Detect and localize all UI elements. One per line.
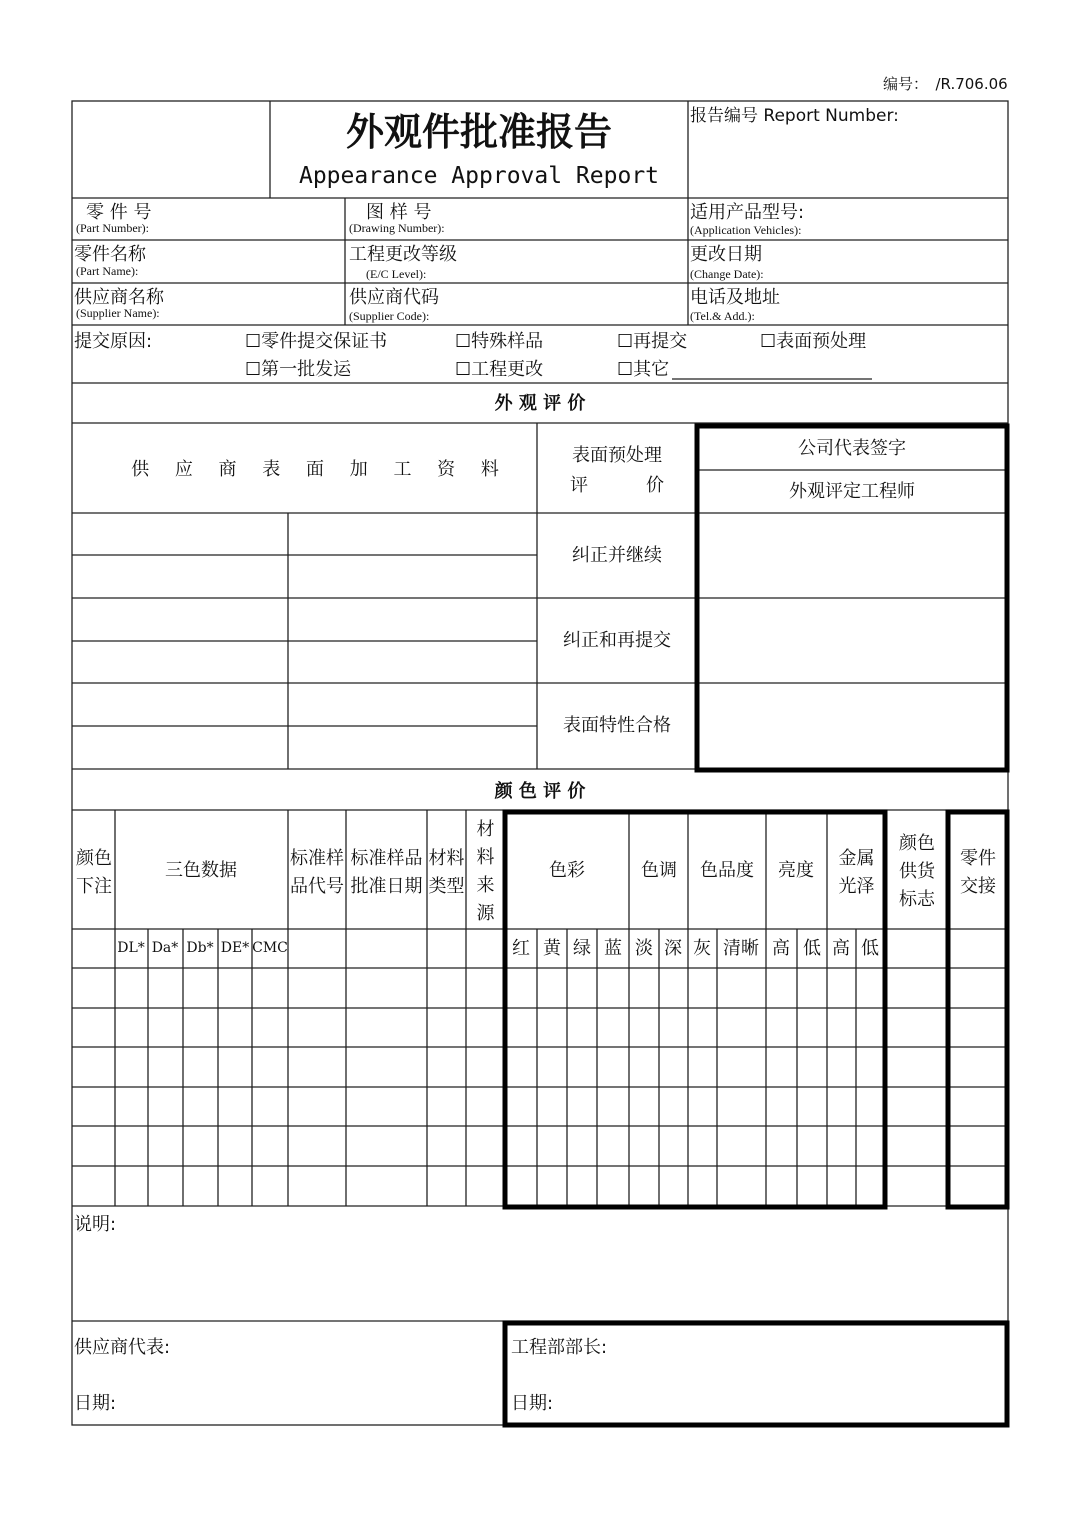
supplier-name-label-en: (Supplier Name):	[76, 306, 160, 320]
surface-ok-label: 表面特性合格	[563, 715, 671, 736]
sub-header-de: DE*	[220, 940, 250, 956]
checkbox-icon[interactable]: ☐	[455, 359, 472, 380]
tone-header: 色调	[641, 860, 677, 881]
change-date-label-en: (Change Date):	[690, 267, 764, 281]
sub-header-blue: 蓝	[604, 938, 622, 959]
checkbox-icon[interactable]: ☐	[455, 331, 472, 352]
supplier-code-label-en: (Supplier Code):	[349, 309, 430, 323]
color-note-header: 颜色 下注	[76, 848, 112, 897]
notes-label: 说明:	[74, 1214, 117, 1235]
option-special-sample[interactable]: ☐特殊样品	[455, 331, 544, 352]
pretreatment-eval-label: 表面预处理	[572, 445, 662, 466]
std-code-header: 标准样 品代号	[290, 848, 344, 897]
brightness-header: 亮度	[778, 860, 814, 881]
part-name-label-en: (Part Name):	[76, 264, 139, 278]
eng-manager-date-label: 日期:	[511, 1393, 554, 1414]
material-source-header: 材 料 来 源	[476, 819, 495, 924]
sub-header-grey: 灰	[693, 938, 711, 959]
color-mark-header: 颜色 供货 标志	[899, 833, 935, 910]
sub-header-bright-low: 低	[803, 938, 821, 959]
material-type-header: 材料 类型	[428, 848, 465, 897]
page-subtitle: Appearance Approval Report	[298, 163, 660, 189]
application-vehicles-label: 适用产品型号:	[690, 202, 805, 223]
checkbox-icon[interactable]: ☐	[245, 331, 262, 352]
sub-header-yellow: 黄	[543, 938, 561, 959]
color-eval-title: 颜 色 评 价	[494, 781, 586, 802]
drawing-number-label: 图 样 号	[366, 202, 432, 223]
option-part-warrant[interactable]: ☐零件提交保证书	[245, 331, 388, 352]
tristimulus-header: 三色数据	[165, 860, 237, 881]
sub-header-dl: DL*	[117, 940, 145, 956]
pretreatment-eval-label-a: 评	[570, 475, 588, 496]
sub-header-green: 绿	[573, 938, 591, 959]
option-engineering-change[interactable]: ☐工程更改	[455, 359, 544, 380]
checkbox-icon[interactable]: ☐	[617, 359, 634, 380]
option-resubmission[interactable]: ☐再提交	[617, 331, 688, 352]
change-date-label: 更改日期	[690, 244, 762, 265]
appearance-eval-title: 外 观 评 价	[494, 393, 586, 414]
sub-header-da: Da*	[151, 940, 179, 956]
pretreatment-eval-label-b: 价	[646, 475, 664, 496]
part-number-label: 零 件 号	[86, 202, 152, 223]
supplier-name-label: 供应商名称	[74, 287, 164, 308]
eng-manager-label: 工程部部长:	[511, 1337, 608, 1358]
supplier-surface-data-label: 供 应 商 表 面 加 工 资 料	[131, 459, 509, 480]
option-first-shipment[interactable]: ☐第一批发运	[245, 359, 352, 380]
page-title: 外观件批准报告	[345, 110, 613, 154]
supplier-date-label: 日期:	[74, 1393, 117, 1414]
sub-header-metal-low: 低	[861, 938, 879, 959]
option-surface-pretreatment[interactable]: ☐表面预处理	[760, 331, 867, 352]
sub-header-dark: 深	[664, 938, 682, 959]
checkbox-icon[interactable]: ☐	[760, 331, 777, 352]
hue-header: 色彩	[549, 860, 585, 881]
sub-header-metal-high: 高	[832, 938, 850, 959]
ec-level-label-en: (E/C Level):	[366, 267, 427, 281]
sub-header-bright-high: 高	[772, 938, 790, 959]
sub-header-cmc: CMC	[252, 940, 288, 956]
std-date-header: 标准样品 批准日期	[350, 848, 423, 897]
application-vehicles-label-en: (Application Vehicles):	[690, 223, 802, 237]
correct-resubmit-label: 纠正和再提交	[563, 630, 671, 651]
checkbox-icon[interactable]: ☐	[245, 359, 262, 380]
report-number-label: 报告编号 Report Number:	[690, 106, 899, 126]
chroma-header: 色品度	[700, 860, 754, 881]
ec-level-label: 工程更改等级	[349, 244, 457, 265]
sub-header-db: Db*	[186, 940, 214, 956]
submission-reason-label: 提交原因:	[74, 331, 153, 352]
sub-header-light: 淡	[635, 938, 653, 959]
supplier-code-label: 供应商代码	[349, 287, 439, 308]
correct-continue-label: 纠正并继续	[572, 545, 662, 566]
supplier-rep-label: 供应商代表:	[74, 1337, 171, 1358]
tel-address-label: 电话及地址	[690, 287, 780, 308]
option-other[interactable]: ☐其它	[617, 359, 670, 380]
drawing-number-label-en: (Drawing Number):	[349, 221, 445, 235]
appearance-engineer-label: 外观评定工程师	[789, 481, 915, 502]
part-number-label-en: (Part Number):	[76, 221, 149, 235]
sub-header-clear: 清晰	[723, 938, 759, 959]
handover-header: 零件 交接	[960, 848, 996, 897]
tel-address-label-en: (Tel.& Add.):	[690, 309, 755, 323]
document-code: 编号： /R.706.06	[883, 75, 1008, 93]
metallic-header: 金属 光泽	[838, 848, 875, 897]
company-signature-label: 公司代表签字	[798, 438, 906, 459]
checkbox-icon[interactable]: ☐	[617, 331, 634, 352]
sub-header-red: 红	[512, 938, 530, 959]
part-name-label: 零件名称	[74, 244, 146, 265]
